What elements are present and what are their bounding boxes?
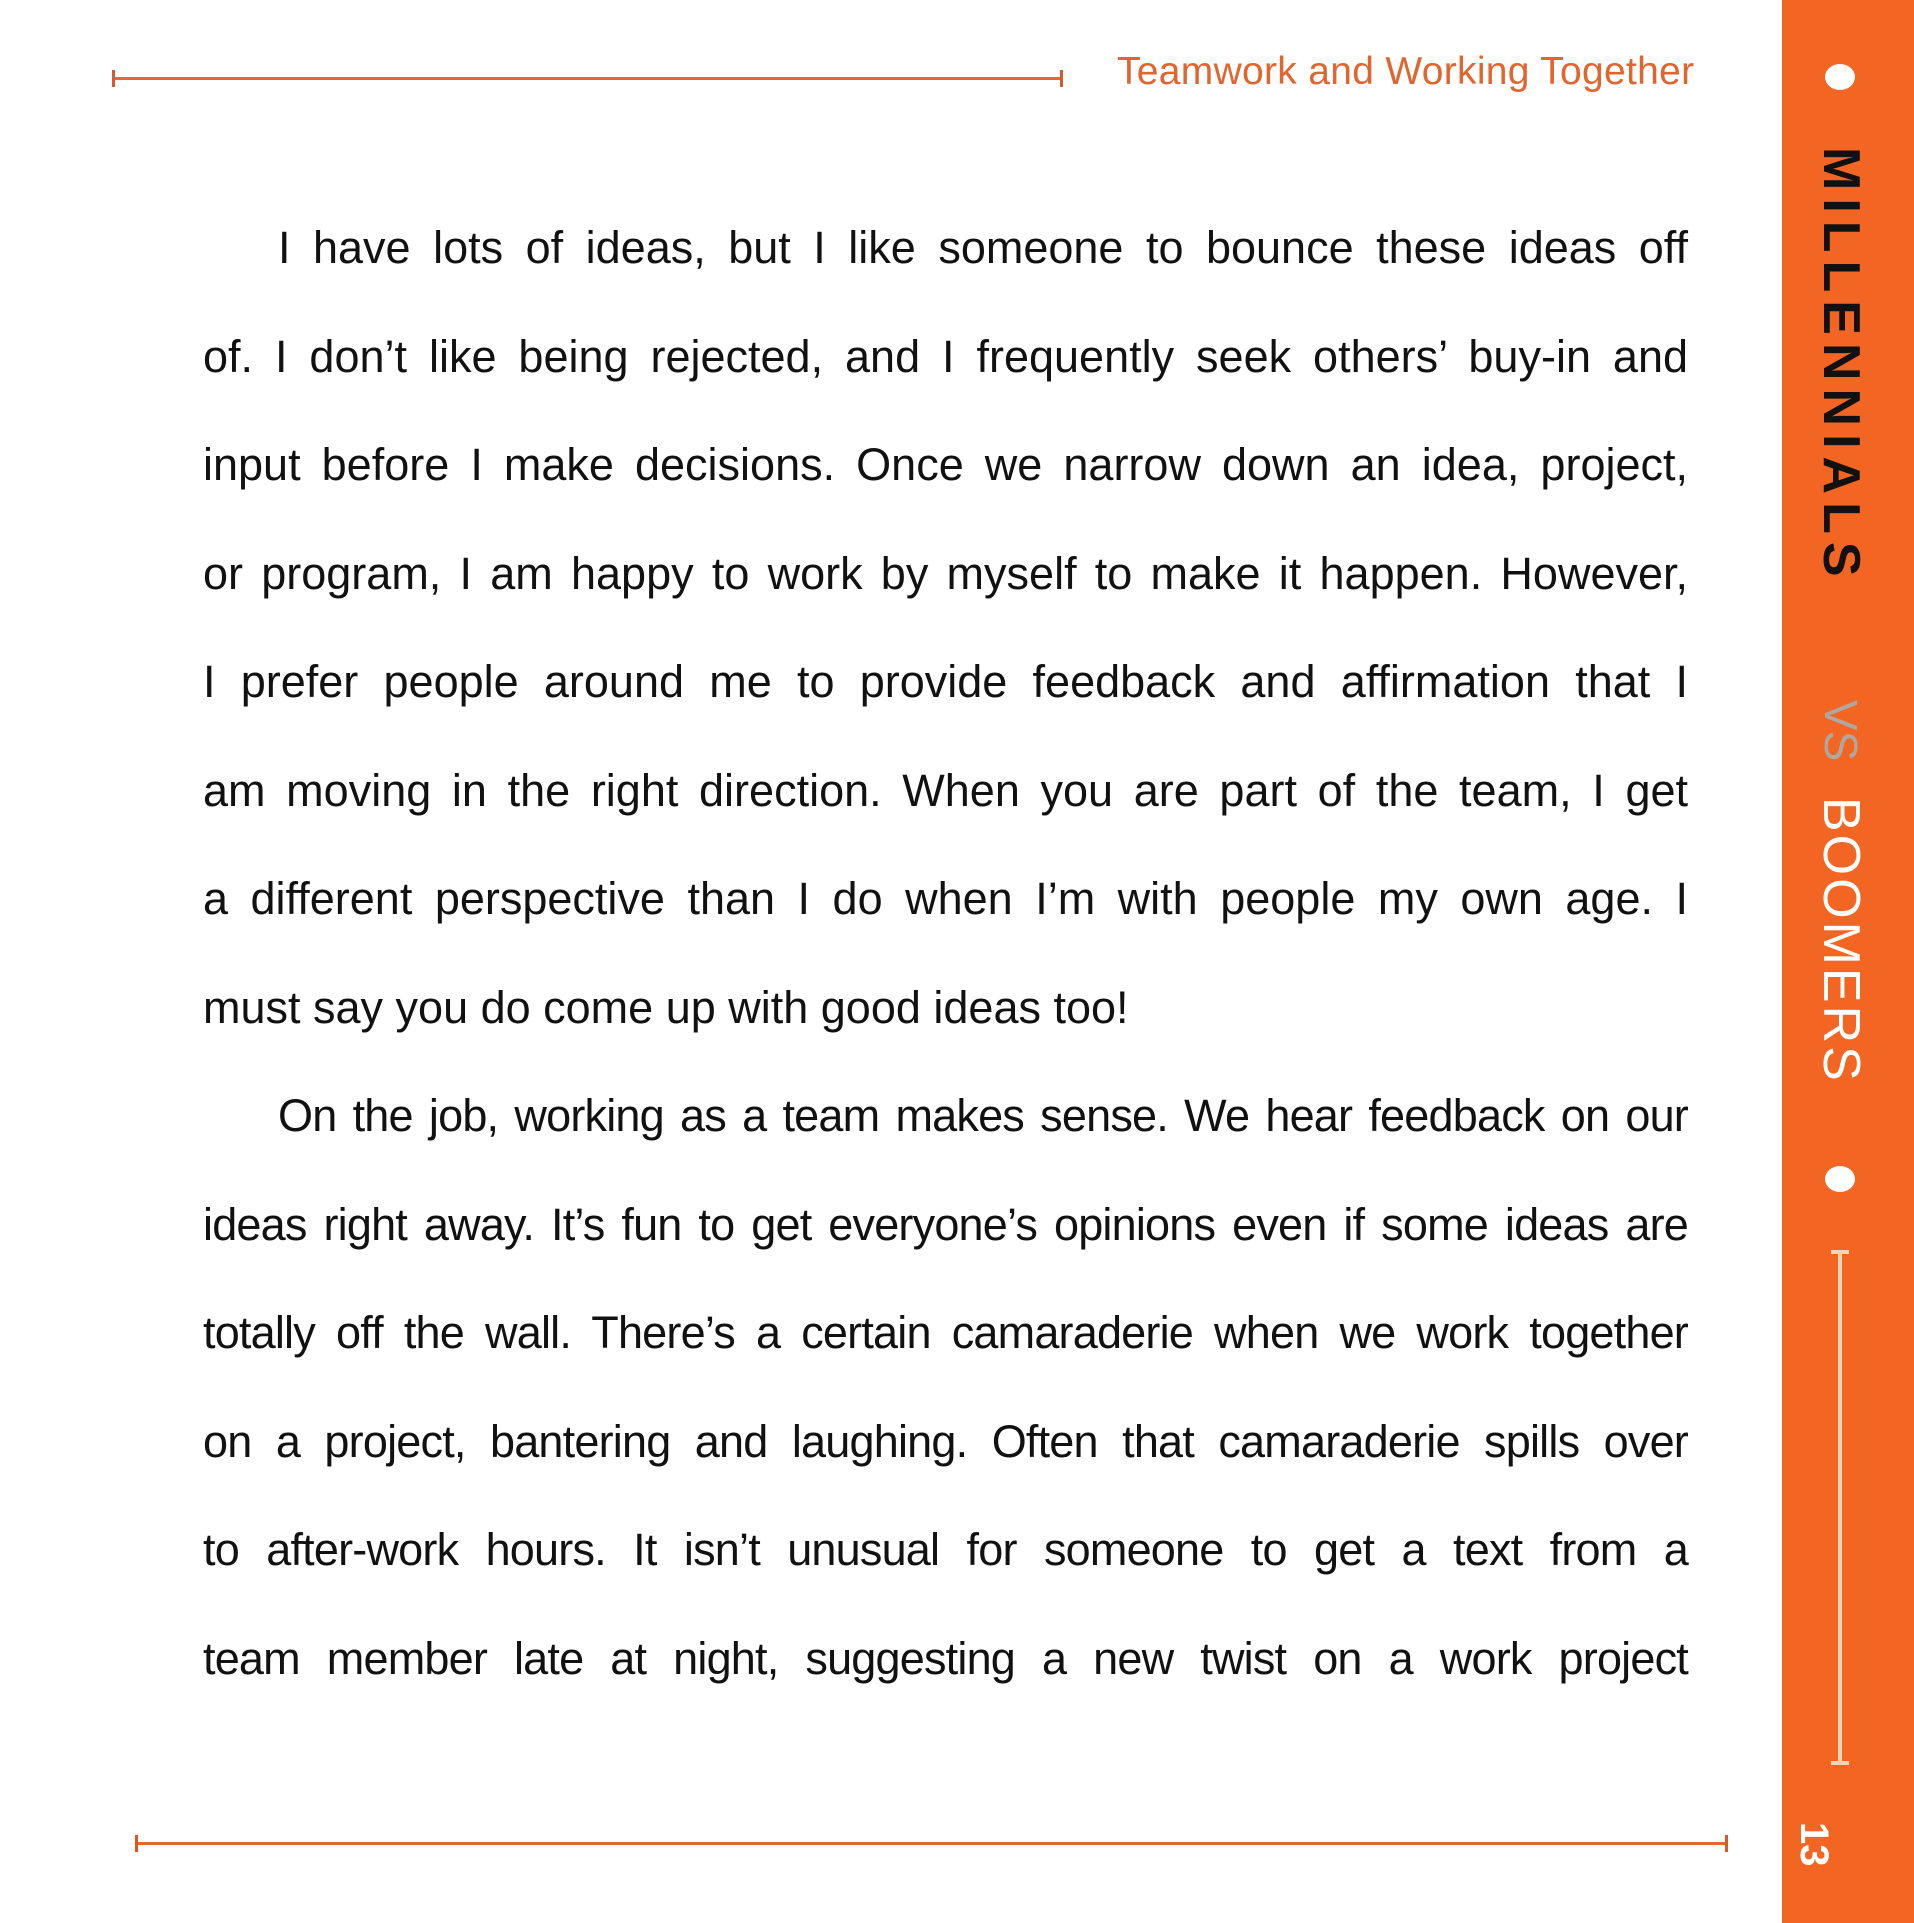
footer-rule — [135, 1842, 1728, 1845]
text-line: a different perspective than I do when I’m with people my own age. I — [203, 873, 1688, 924]
text-line: team member late at night, suggesting a new twist on a work project — [203, 1632, 1688, 1684]
sidebar-title-vs: VS — [1815, 700, 1867, 762]
text-line: I have lots of ideas, but I like someone to bounce these ideas off — [278, 222, 1688, 273]
text-line: must say you do come up with good ideas too! — [203, 981, 1129, 1033]
bullet-dot-icon — [1825, 64, 1855, 90]
text-line: on a project, bantering and laughing. Often that camaraderie spills over — [203, 1415, 1688, 1467]
paragraph-1 — [203, 218, 1688, 1086]
text-line: input before I make decisions. Once we narrow down an idea, project, — [203, 439, 1688, 490]
body-text — [203, 218, 1688, 1737]
text-line: of. I don’t like being rejected, and I frequently seek others’ buy-in and — [203, 330, 1688, 382]
text-line: or program, I am happy to work by myself to make it happen. However, — [203, 547, 1688, 599]
text-line: to after-work hours. It isn’t unusual for someone to get a text from a — [203, 1524, 1688, 1575]
text-line: I prefer people around me to provide feedback and affirmation that I — [203, 656, 1688, 707]
text-line: ideas right away. It’s fun to get everyone’s opinions even if some ideas are — [203, 1198, 1688, 1250]
running-header: Teamwork and Working Together — [1117, 50, 1695, 93]
sidebar-rule — [1838, 1250, 1842, 1765]
sidebar-title-millennials: MILLENNIALS — [1812, 147, 1870, 585]
bullet-dot-icon — [1825, 1166, 1855, 1192]
sidebar-title-boomers: BOOMERS — [1812, 797, 1870, 1084]
book-title-sidebar — [1782, 0, 1914, 1923]
paragraph-2 — [203, 1086, 1688, 1737]
text-line: am moving in the right direction. When you are part of the team, I get — [203, 764, 1688, 816]
text-line: On the job, working as a team makes sense. We hear feedback on our — [278, 1090, 1688, 1141]
header-rule — [112, 77, 1063, 80]
text-line: totally off the wall. There’s a certain camaraderie when we work together — [203, 1307, 1688, 1358]
page-number: 13 — [1792, 1822, 1836, 1867]
